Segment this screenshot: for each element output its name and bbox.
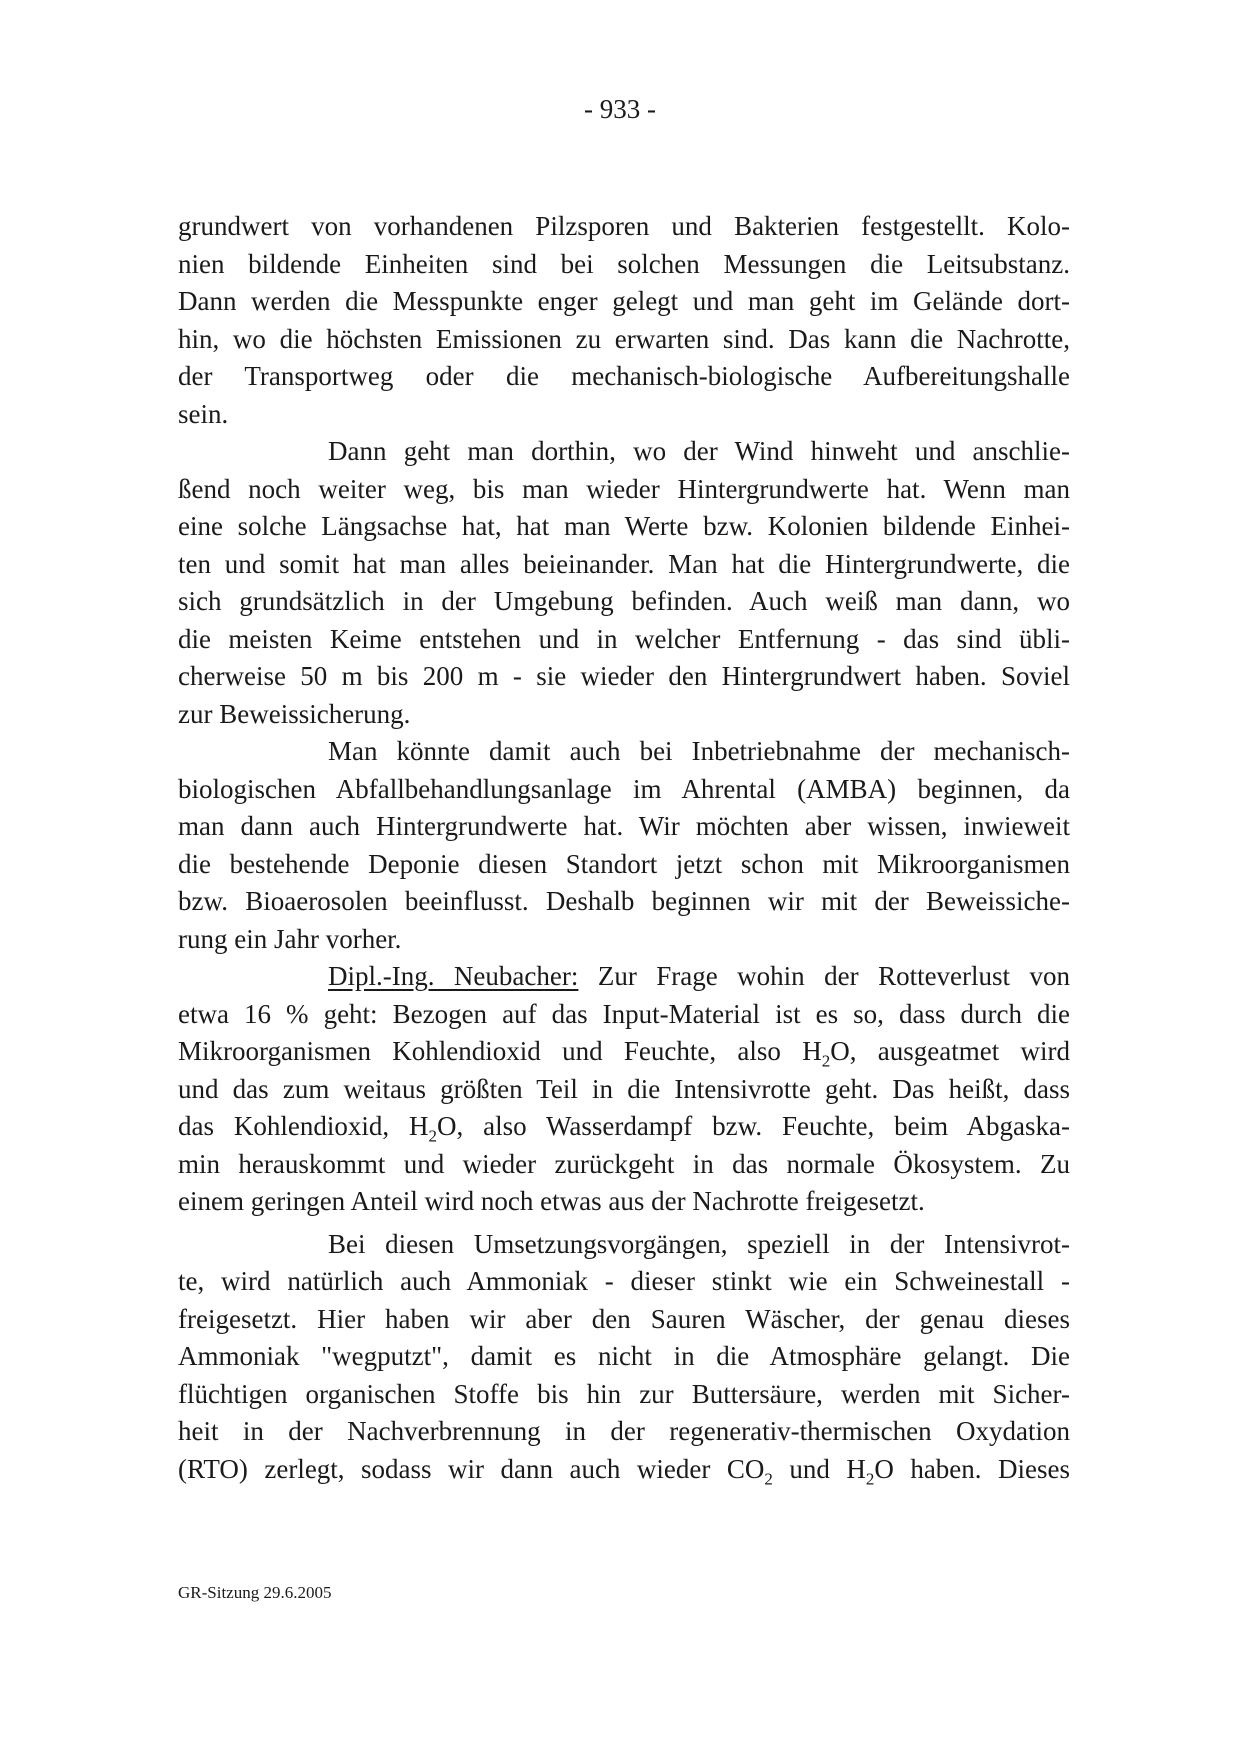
text-fragment: O, ausgeatmet wird <box>830 1036 1070 1066</box>
text-line <box>178 958 1070 996</box>
text-line: min herauskommt und wieder zurückgeht in das normale Ökosystem. Zu <box>178 1148 1070 1179</box>
text-fragment: Mikroorganismen Kohlendioxid und Feuchte, also H <box>178 1036 822 1066</box>
subscript: 2 <box>764 1468 773 1488</box>
text-line: rung ein Jahr vorher. <box>178 923 402 954</box>
text-line: biologischen Abfallbehandlungsanlage im Ahrental (AMBA) beginnen, da <box>178 773 1070 804</box>
text-line: man dann auch Hintergrundwerte hat. Wir möchten aber wissen, inwieweit <box>178 811 1070 841</box>
text-line: eine solche Längsachse hat, hat man Werte bzw. Kolonien bildende Einhei- <box>178 511 1070 541</box>
text-fragment: das Kohlendioxid, H <box>178 1111 429 1141</box>
text-fragment: (RTO) zerlegt, sodass wir dann auch wieder CO <box>178 1453 765 1484</box>
text-line: heit in der Nachverbrennung in der regenerativ-thermischen Oxydation <box>178 1416 1070 1446</box>
text-fragment: Zur Frage wohin der Rotteverlust von <box>578 961 1070 991</box>
text-fragment: und H <box>772 1453 866 1484</box>
text-line: bzw. Bioaerosolen beeinflusst. Deshalb beginnen wir mit der Beweissiche- <box>178 886 1070 916</box>
paragraph-2 <box>178 433 1070 733</box>
text-line: Dann geht man dorthin, wo der Wind hinweht und anschlie- <box>328 436 1070 466</box>
text-fragment: O haben. Dieses <box>874 1453 1071 1484</box>
text-line: nien bildende Einheiten sind bei solchen Messungen die Leitsubstanz. <box>178 248 1070 279</box>
paragraph-1 <box>178 208 1070 433</box>
paragraph-4 <box>178 958 1070 1221</box>
text-line <box>178 1108 1070 1146</box>
text-line: ßend noch weiter weg, bis man wieder Hintergrundwerte hat. Wenn man <box>178 473 1070 504</box>
paragraph-3 <box>178 733 1070 958</box>
text-line: Ammoniak "wegputzt", damit es nicht in die Atmosphäre gelangt. Die <box>178 1341 1070 1371</box>
text-line: und das zum weitaus größten Teil in die Intensivrotte geht. Das heißt, dass <box>178 1073 1070 1104</box>
text-line <box>178 1451 1070 1489</box>
text-line: die meisten Keime entstehen und in welcher Entfernung - das sind übli- <box>178 623 1070 654</box>
footer-session-date: GR-Sitzung 29.6.2005 <box>178 1583 332 1602</box>
paragraph-5 <box>178 1226 1070 1489</box>
subscript: 2 <box>821 1051 831 1071</box>
text-line <box>178 1033 1070 1071</box>
text-line: flüchtigen organischen Stoffe bis hin zur Buttersäure, werden mit Sicher- <box>178 1378 1070 1409</box>
speaker-name: Dipl.-Ing. Neubacher: <box>328 961 579 991</box>
text-line: der Transportweg oder die mechanisch-biologische Aufbereitungshalle <box>178 361 1070 391</box>
subscript: 2 <box>865 1468 875 1488</box>
text-line: cherweise 50 m bis 200 m - sie wieder den Hintergrundwert haben. Soviel <box>178 661 1070 691</box>
text-line: die bestehende Deponie diesen Standort jetzt schon mit Mikroorganismen <box>178 848 1070 879</box>
text-line: Dann werden die Messpunkte enger gelegt und man geht im Gelände dort- <box>178 286 1070 316</box>
text-line: freigesetzt. Hier haben wir aber den Sauren Wäscher, der genau dieses <box>178 1303 1070 1334</box>
subscript: 2 <box>428 1126 437 1146</box>
text-fragment: O, also Wasserdampf bzw. Feuchte, beim Abgaska- <box>437 1111 1070 1141</box>
text-line: zur Beweissicherung. <box>178 698 411 729</box>
body-text <box>178 208 1070 1488</box>
text-line: sich grundsätzlich in der Umgebung befinden. Auch weiß man dann, wo <box>178 586 1070 616</box>
text-line: einem geringen Anteil wird noch etwas aus der Nachrotte freigesetzt. <box>178 1186 925 1216</box>
text-line: Bei diesen Umsetzungsvorgängen, speziell in der Intensivrot- <box>328 1228 1070 1259</box>
text-line: sein. <box>178 398 229 429</box>
text-line: te, wird natürlich auch Ammoniak - dieser stinkt wie ein Schweinestall - <box>178 1266 1070 1296</box>
text-line: hin, wo die höchsten Emissionen zu erwarten sind. Das kann die Nachrotte, <box>178 323 1070 354</box>
page-number: - 933 - <box>584 94 656 124</box>
text-line: grundwert von vorhandenen Pilzsporen und Bakterien festgestellt. Kolo- <box>178 211 1070 241</box>
text-line: ten und somit hat man alles beieinander. Man hat die Hintergrundwerte, die <box>178 548 1070 579</box>
text-line: Man könnte damit auch bei Inbetriebnahme der mechanisch- <box>328 736 1070 766</box>
text-line: etwa 16 % geht: Bezogen auf das Input-Material ist es so, dass durch die <box>178 998 1070 1029</box>
